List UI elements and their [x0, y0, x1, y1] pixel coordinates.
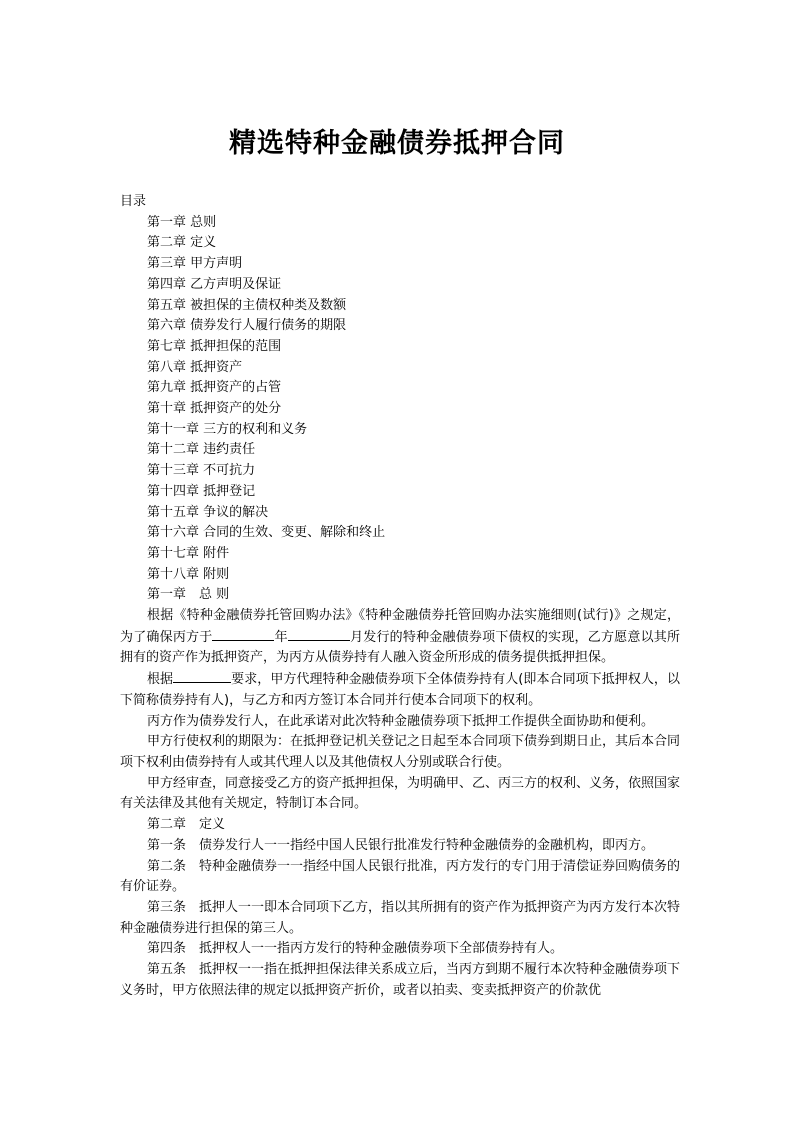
toc-item: 第三章 甲方声明	[147, 256, 243, 272]
toc-item: 第十八章 附则	[147, 566, 230, 582]
table-of-contents	[120, 213, 680, 586]
paragraph-1-text-c: 月发行的特种金融债券项下债权的实现，乙方愿意以其所拥有的资产作为抵押资产，为丙方从债券持有人融入资金所形成的债务提供抵押担保。	[120, 629, 680, 666]
toc-item: 第十三章 不可抗力	[147, 463, 256, 479]
paragraph-2	[120, 669, 680, 711]
chapter-1-heading: 第一章 总 则	[147, 587, 230, 603]
paragraph-1-text-a: 根据《特种金融债券托管回购办法》《特种金融债券托管回购办法实施细则(试行)》之规定，为了确保丙方于	[120, 608, 680, 645]
chapter-2-heading: 第二章 定义	[147, 817, 226, 833]
document-title: 精选特种金融债券抵押合同	[229, 128, 565, 159]
toc-item: 第四章 乙方声明及保证	[147, 276, 282, 292]
paragraph-4: 甲方行使权利的期限为：在抵押登记机关登记之日起至本合同项下债券到期日止，其后本合同项下权利由债券持有人或其代理人以及其他债权人分别或联合行使。	[120, 734, 681, 770]
toc-item: 第七章 抵押担保的范围	[147, 338, 282, 354]
toc-item: 第八章 抵押资产	[147, 359, 243, 375]
toc-item: 第九章 抵押资产的占管	[147, 380, 282, 396]
toc-item: 第十二章 违约责任	[147, 442, 256, 458]
toc-item: 第一章 总则	[147, 214, 217, 230]
paragraph-1	[120, 606, 680, 669]
toc-item: 第六章 债券发行人履行债务的期限	[147, 318, 347, 334]
toc-item: 第十五章 争议的解决	[147, 504, 269, 520]
toc-item: 第十一章 三方的权利和义务	[147, 421, 308, 437]
article-5: 第五条 抵押权一一指在抵押担保法律关系成立后，当丙方到期不履行本次特种金融债券项下义务时，甲方依照法律的规定以抵押资产折价，或者以拍卖、变卖抵押资产的价款优	[120, 962, 681, 998]
paragraph-1-text-b: 年	[274, 629, 288, 645]
article-1: 第一条 债券发行人一一指经中国人民银行批准发行特种金融债券的金融机构，即丙方。	[147, 837, 655, 853]
toc-item: 第二章 定义	[147, 235, 217, 251]
toc-label: 目录	[120, 194, 147, 209]
blank-basis-field	[173, 669, 231, 683]
blank-year-field	[212, 627, 274, 641]
blank-month-field	[288, 627, 350, 641]
toc-item: 第十六章 合同的生效、变更、解除和终止	[147, 525, 386, 541]
article-3: 第三条 抵押人一一即本合同项下乙方，指以其所拥有的资产作为抵押资产为丙方发行本次特种金融债券进行担保的第三人。	[120, 899, 681, 936]
paragraph-2-text-a: 根据	[147, 672, 174, 688]
toc-item: 第十七章 附件	[147, 545, 230, 561]
paragraph-2-text-b: 要求，甲方代理特种金融债券项下全体债券持有人(即本合同项下抵押权人，以下简称债券持有人)，与乙方和丙方签订本合同并行使本合同项下的权利。	[120, 672, 680, 708]
paragraph-3: 丙方作为债券发行人，在此承诺对此次特种金融债券项下抵押工作提供全面协助和便利。	[147, 713, 655, 729]
document-body	[120, 192, 680, 1001]
article-2: 第二条 特种金融债券一一指经中国人民银行批准，丙方发行的专门用于清偿证券回购债务的有价证券。	[120, 858, 681, 895]
toc-item: 第十章 抵押资产的处分	[147, 401, 282, 417]
article-4: 第四条 抵押权人一一指丙方发行的特种金融债券项下全部债券持有人。	[147, 941, 564, 957]
toc-item: 第十四章 抵押登记	[147, 483, 256, 499]
toc-item: 第五章 被担保的主债权种类及数额	[147, 297, 347, 313]
paragraph-5: 甲方经审查，同意接受乙方的资产抵押担保，为明确甲、乙、丙三方的权利、义务，依照国家有关法律及其他有关规定，特制订本合同。	[120, 775, 681, 812]
